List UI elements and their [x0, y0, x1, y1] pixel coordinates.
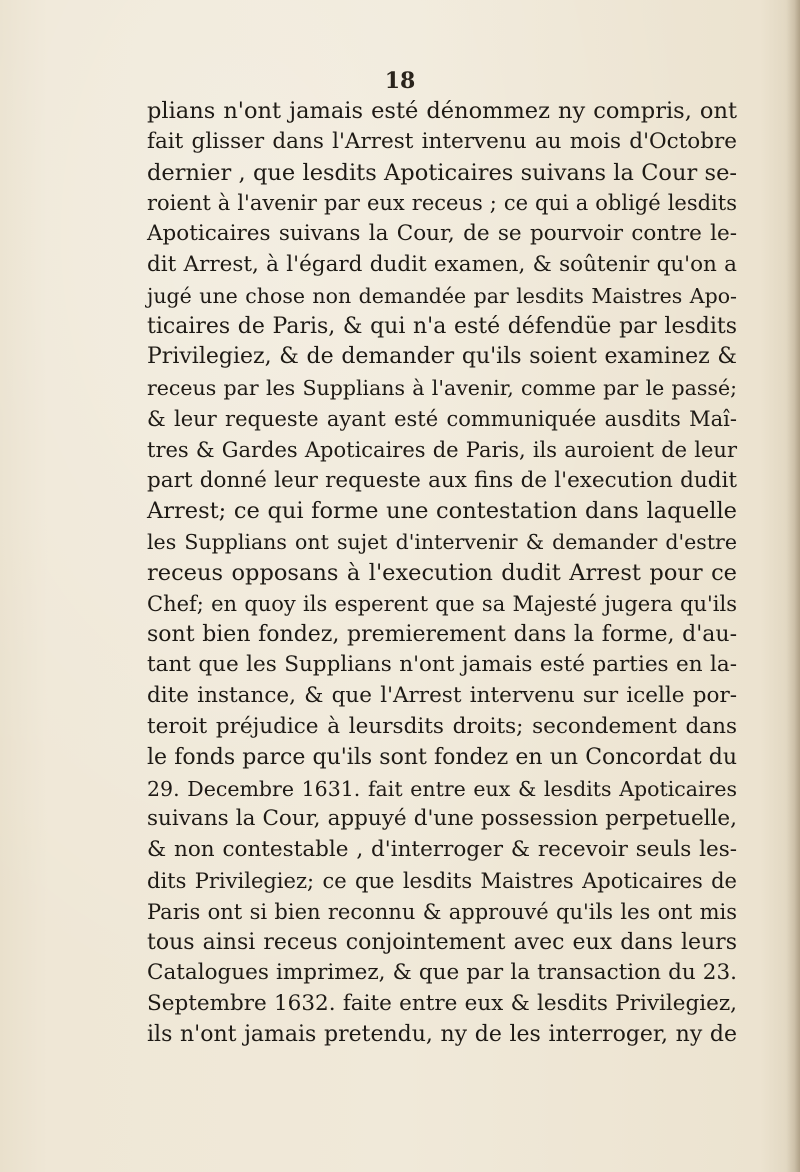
text-line: ticaires de Paris, & qui n'a esté défendüe par lesdits: [147, 313, 737, 339]
text-line: receus par les Supplians à l'avenir, comme par le passé;: [147, 376, 737, 401]
text-line: receus opposans à l'execution dudit Arrest pour ce: [147, 559, 737, 586]
text-line: Chef; en quoy ils esperent que sa Majesté jugera qu'ils: [147, 591, 737, 616]
page-edge-shadow: [786, 0, 800, 1172]
body-text: [147, 96, 737, 1051]
text-line: tres & Gardes Apoticaires de Paris, ils auroient de leur: [147, 437, 737, 462]
text-line: tant que les Supplians n'ont jamais esté parties en la-: [147, 652, 737, 678]
text-line: Paris ont si bien reconnu & approuvé qu'ils les ont mis: [147, 899, 737, 924]
text-line: dit Arrest, à l'égard dudit examen, & soûtenir qu'on a: [147, 251, 737, 277]
text-line: suivans la Cour, appuyé d'une possession perpetuelle,: [147, 806, 737, 832]
text-line: fait glisser dans l'Arrest intervenu au mois d'Octobre: [147, 128, 737, 154]
text-line: Apoticaires suivans la Cour, de se pourvoir contre le-: [147, 221, 737, 247]
text-line: dernier , que lesdits Apoticaires suivans la Cour se-: [147, 159, 737, 186]
text-line: jugé une chose non demandée par lesdits Maistres Apo-: [147, 283, 737, 308]
text-line: dits Privilegiez; ce que lesdits Maistres Apoticaires de: [147, 868, 737, 893]
text-line: ils n'ont jamais pretendu, ny de les interroger, ny de: [147, 1021, 737, 1047]
text-line: part donné leur requeste aux fins de l'execution dudit: [147, 467, 737, 493]
text-line: & leur requeste ayant esté communiquée ausdits Maî-: [147, 406, 737, 431]
text-line: 29. Decembre 1631. fait entre eux & lesdits Apoticaires: [147, 776, 737, 801]
text-line: le fonds parce qu'ils sont fondez en un Concordat du: [147, 744, 737, 770]
text-line: plians n'ont jamais esté dénommez ny compris, ont: [147, 98, 737, 124]
text-line: dite instance, & que l'Arrest intervenu sur icelle por-: [147, 683, 737, 709]
text-line: teroit préjudice à leursdits droits; secondement dans: [147, 713, 737, 739]
text-line: & non contestable , d'interroger & recevoir seuls les-: [147, 837, 737, 863]
text-line: sont bien fondez, premierement dans la forme, d'au-: [147, 621, 737, 647]
text-line: Septembre 1632. faite entre eux & lesdits Privilegiez,: [147, 991, 737, 1017]
text-line: les Supplians ont sujet d'intervenir & demander d'estre: [147, 530, 737, 555]
text-line: tous ainsi receus conjointement avec eux dans leurs: [147, 929, 737, 955]
text-line: roient à l'avenir par eux receus ; ce qui a obligé lesdits: [147, 191, 737, 216]
text-line: Privilegiez, & de demander qu'ils soient examinez &: [147, 344, 737, 370]
text-line: Catalogues imprimez, & que par la transaction du 23.: [147, 960, 737, 986]
text-line: Arrest; ce qui forme une contestation dans laquelle: [147, 498, 737, 525]
page-number: 18: [384, 68, 416, 94]
